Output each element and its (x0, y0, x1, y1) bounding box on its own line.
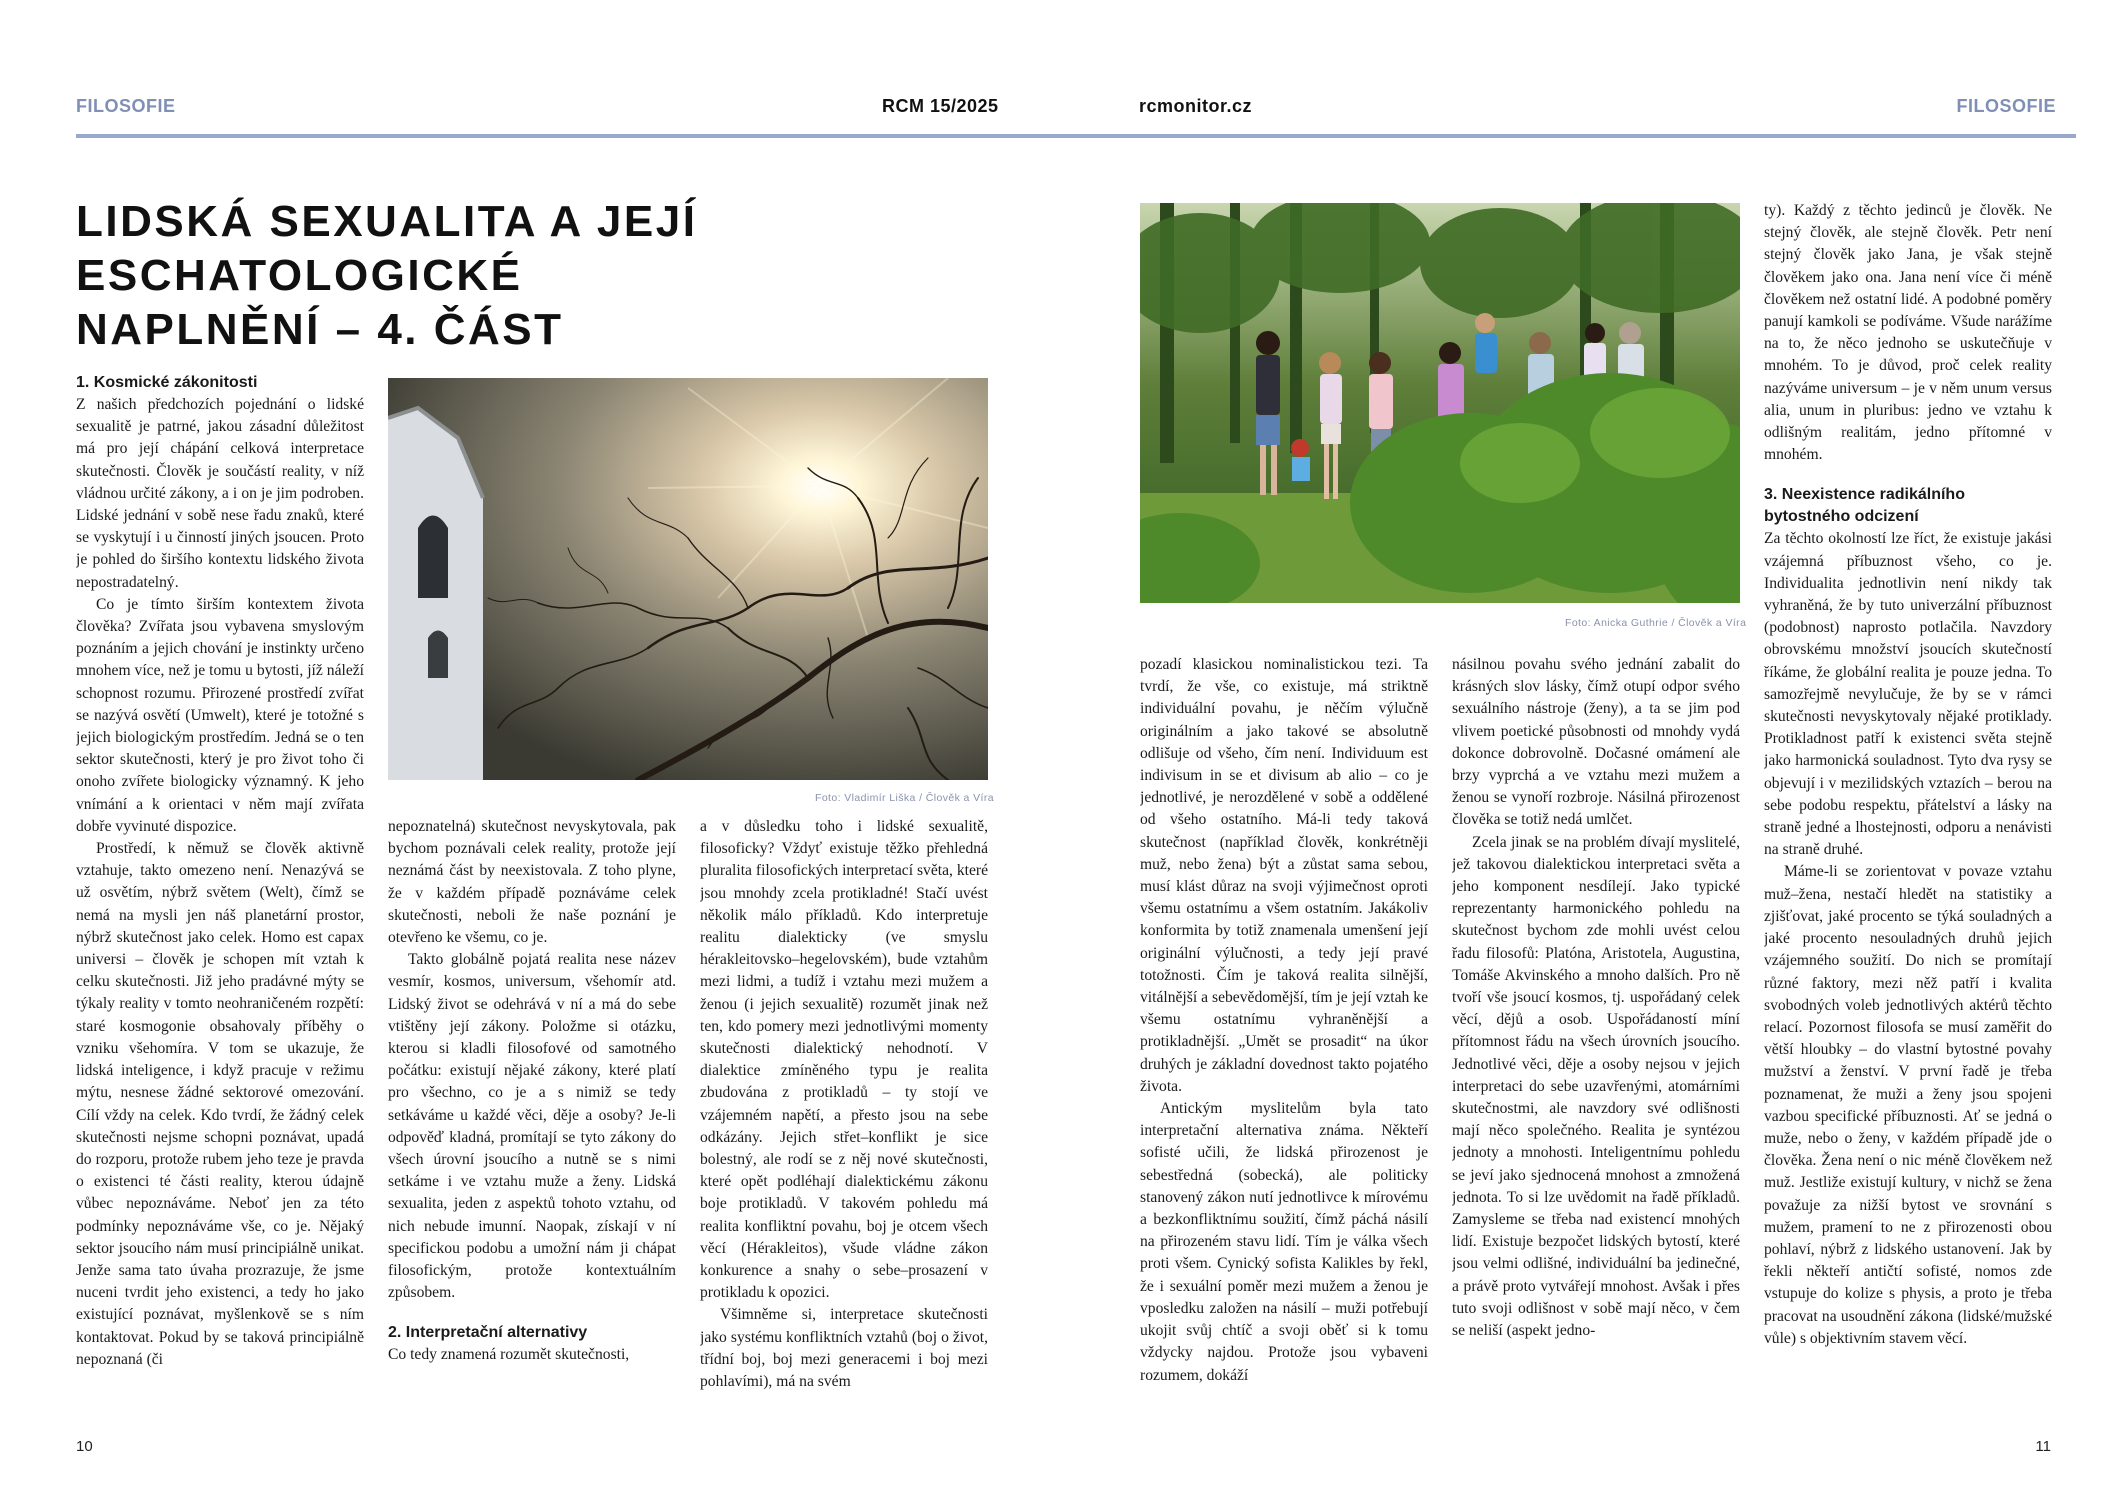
article-title-line1: LIDSKÁ SEXUALITA A JEJÍ ESCHATOLOGICKÉ (76, 197, 698, 300)
group-photo-caption: Foto: Anicka Guthrie / Člověk a Víra (1565, 617, 1747, 629)
sunset-church-photo (388, 378, 988, 780)
article-title-line2: NAPLNĚNÍ – 4. ČÁST (76, 305, 564, 354)
text-column-1 (76, 372, 364, 1404)
group-forest-illustration (1140, 203, 1740, 603)
group-in-forest-photo (1140, 203, 1740, 603)
section-heading-1: 1. Kosmické zákonitosti (76, 374, 258, 391)
text-column-3 (700, 816, 988, 1404)
paragraph: Z našich předchozích pojednání o lidské sexualitě je patrné, jakou zásadní důležitost má pro její chápání celková interpretace skutečnosti. Člověk je součástí reality, v níž vládnou určité zákony, a i on je jim podroben. Lidské jednání v sobě nese řadu znaků, které se vyskytují i u činností jiných jsoucen. Proto je pohled do širšího kontextu lidského života nepostradatelný. (76, 396, 364, 591)
section-heading-2: 2. Interpretační alternativy (388, 1324, 588, 1342)
issue-label: RCM 15/2025 (882, 96, 999, 116)
paragraph: Za těchto okolností lze říct, že existuje jakási vzájemná příbuznost všeho, co je. Individualita jednotlivin není nikdy tak vyhraněná, že by tuto univerzální příbuznost (podobnost) naprosto potlačila. Navzdory obrovskému množství jsoucích skutečností říkáme, že globální realita je pouze jedna. To samozřejmě nevylučuje, že by se v rámci skutečnosti nevyskytovaly nějaké protiklady. Protikladnost patří k existenci světa stejně jako harmonická souladnost. Tyto dva rysy se objevují i v mezilidských vztazích – berou na sebe podobu respektu, přátelství a lásky na straně jedné a lhostejnosti, odporu a nenávisti na straně druhé. (1764, 530, 2052, 859)
page-number-left: 10 (76, 1438, 93, 1455)
text-column-5 (1452, 654, 1740, 1404)
paragraph: Antickým myslitelům byla tato interpretační alternativa známa. Někteří sofisté učili, že lidská přirozenost je sebestředná (sobecká), ale politicky stanovený zákon nutí jednotlivce k mírovému a bezkonfliktnímu soužití, čímž páchá násilí na přirozeném stavu lidí. Tím je válka všech proti všem. Cynický sofista Kalikles by řekl, že i sexuální poměr mezi mužem a ženou je vposledku založen na násilí – muži potřebují ukojit svůj chtíč a svoji oběť si k tomu vždycky najdou. Protože jsou vybaveni rozumem, dokáží (1140, 1100, 1428, 1384)
header-rule (76, 134, 2076, 138)
paragraph: násilnou povahu svého jednání zabalit do krásných slov lásky, čímž otupí odpor svého sexuálního nástroje (ženy), a ta se jim pod vlivem poetické působnosti od mnohdy vydá dokonce dobrovolně. Dočasné omámení ale brzy vyprchá a ve vztahu mezi mužem a ženou se vynoří rozbroje. Násilná přirozenost člověka se totiž nedá umlčet. (1452, 656, 1740, 829)
paragraph: ty). Každý z těchto jedinců je člověk. Ne stejný člověk, ale stejně člověk. Petr není stejný člověk jako Jana, je však stejně člověkem jako ona. Jana není více či méně člověkem než ostatní lidé. A podobné poměry panují kamkoli se podíváme. Všude narážíme na to, že něco jednoho se uskutečňuje v mnohém. To je důvod, proč celek reality nazýváme universum – je v něm unum versus alia, unum in pluribus: jedno ve vztahu k odlišným realitám, jedno přítomné v mnohém. (1764, 202, 2052, 464)
paragraph: pozadí klasickou nominalistickou tezi. Ta tvrdí, že vše, co existuje, má striktně individuální povahu, je něčím výlučně originálním a jako takové se absolutně odlišuje od všeho, čím není. Individuum est indivisum in se et divisum ab alio – co je jednotlivé, je nerozdělené v sobě a oddělené od všeho ostatního. Má-li tedy taková skutečnost (například člověk, konkrétněji muž, nebo žena) být a zůstat sama sebou, musí klást důraz na svoji výjimečnost oproti všemu ostatnímu a všem ostatním. Jakákoliv konformita by totiž znamenala umenšení její originální výlučnosti, a tedy její pravé totožnosti. Čím je taková realita silnější, vitálnější a sebevědomější, tím je její vztah ke všemu ostatnímu vyhraněnější a protikladnější. „Umět se prosadit“ na úkor druhých je základní dovednost takto pojatého života. (1140, 656, 1428, 1095)
paragraph: Co tedy znamená rozumět skutečnosti, (388, 1346, 630, 1364)
site-label[interactable]: rcmonitor.cz (1139, 96, 1253, 116)
sunset-church-illustration (388, 378, 988, 780)
text-column-4 (1140, 654, 1428, 1404)
page-number-right: 11 (2035, 1438, 2051, 1455)
paragraph: Co je tímto širším kontextem života člověka? Zvířata jsou vybavena smyslovým poznáním a jejich chování je instinkty určeno mnohem více, než je tomu u bytosti, jíž náleží schopnost rozumu. Přirozené prostředí zvířat se nazývá osvětí (Umwelt), které je totožné s jejich biologickým prostředím. Jedná se o ten sektor skutečnosti, který je pro život toho či onoho zvířete biologicky významný. K jeho vnímání a k orientaci v něm mají zvířata dobře vyvinuté dispozice. (76, 595, 364, 835)
paragraph: Všimněme si, interpretace skutečnosti jako systému konfliktních vztahů (boj o život, třídní boj, boj mezi generacemi i boj mezi pohlavími), má na svém (700, 1306, 988, 1391)
paragraph: Prostředí, k němuž se člověk aktivně vztahuje, takto omezeno není. Nenazývá se už osvětím, nýbrž světem (Welt), čímž se nemá na mysli jen náš planetární prostor, nýbrž skutečnost jako celek. Homo est capax universi – člověk je schopen mít vztah k celku skutečnosti. Již jeho pradávné mýty se týkaly reality v tomto neohraničeném rozpětí: staré kosmogonie obsahovaly příběhy o vzniku všehomíra. V tom se ukazuje, že lidská inteligence, i když pracuje v režimu mýtu, nesnese žádné sektorové omezování. Cílí vždy na celek. Kdo tvrdí, že žádný celek skutečnosti nejsme schopni poznávat, upadá do rozporu, protože rubem jeho teze je pravda o existenci té části reality, kterou údajně vůbec nepoznáváme. Neboť jen za této podmínky nepoznáváme vše, co je. Nějaký sektor jsoucího nám musí principiálně unikat. Jenže sama tato úvaha prozrazuje, že jsme nuceni tvrdit jeho existenci, a tedy ho jako existující poznávat, myšlenkově se s ním kontaktovat. Pokud by se taková principiálně nepoznaná (či (76, 840, 364, 1368)
section-heading-3: 3. Neexistence radikálního bytostného odcizení (1764, 486, 1965, 526)
text-column-6 (1764, 200, 2052, 1404)
paragraph: a v důsledku toho i lidské sexualitě, filosoficky? Vždyť existuje těžko přehledná pluralita filosofických interpretací světa, které jsou mnohdy zcela protikladné! Stačí uvést několik málo příkladů. Kdo interpretuje realitu dialekticky (ve smyslu hérakleitovsko–hegelovském), bude vztahům mezi lidmi, a tudíž i vztahu mezi mužem a ženou (i jejich sexualitě) rozumět jinak než ten, kdo pomery mezi jednotlivými momenty skutečnosti dialektický nehodnotí. V dialektice zmíněného typu je realita zbudována z protikladů – ty stojí ve vzájemném napětí, a přesto jsou na sebe odkázány. Jejich střet–konflikt je sice bolestný, ale rodí se z něj nové skutečnosti, které opět podléhají dialektickému zákonu boje protikladů. V takovém pohledu má realita konfliktní povahu, boj je otcem všech věcí (Hérakleitos), všude vládne zákon konkurence a snahy o sebe–prosazení v protikladu k opozici. (700, 818, 988, 1302)
paragraph: Takto globálně pojatá realita nese název vesmír, kosmos, universum, všehomír atd. Lidský život se odehrává v ní a má do sebe vtištěny její zákony. Položme si otázku, kterou si kladli filosofové od samotného počátku: existují nějaké zákony, které platí pro všechno, co je a s nimiž se tedy setkáváme u každé věci, děje a osoby? Je-li odpověď kladná, promítají se tyto zákony do všech úrovní jsoucího a nutně se s nimi setkáme i ve vztahu muže a ženy. Lidská sexualita, jeden z aspektů tohoto vztahu, od nich nebude imunní. Naopak, získají v ní specifickou podobu a umožní nám ji chápat filosofickým, protože kontextuálním způsobem. (388, 951, 676, 1302)
paragraph: Máme-li se zorientovat v povaze vztahu muž–žena, nestačí hledět na statistiky a zjišťovat, jaké procento se týká souladných a jaké procento nesouladných druhů jejich vzájemného soužití. Do nich se promítají různé faktory, mezi něž patří i kvalita svobodných voleb jednotlivých aktérů těchto relací. Pozornost filosofa se musí zaměřit do větší hloubky – do vlastní bytostné povahy mužství a ženství. V první řadě je třeba poznamenat, že muži a ženy jsou spojeni vazbou specifické příbuznosti. Ať se jedná o muže, nebo o ženy, v každém případě jde o člověka. Žena není o nic méně člověkem než muž. Jestliže existují kultury, v nichž se žena považuje za nižší bytost ve srovnání s mužem, pramení to ne z přirozenosti obou pohlaví, nýbrž z lidského ustanovení. Jak by řekli někteří antičtí sofisté, nomos zde vstupuje do kolize s physis, a proto je třeba pracovat na usoudnění zákona (lidské/mužské vůle) s objektivním stavem věcí. (1764, 863, 2052, 1347)
section-label-left: FILOSOFIE (76, 96, 176, 116)
section-label-right: FILOSOFIE (1956, 96, 2056, 116)
paragraph: Zcela jinak se na problém dívají myslitelé, jež takovou dialektickou interpretaci světa a jeho komponent nesdílejí. Jako typické reprezentanty harmonického pohledu na skutečnost bychom zde mohli uvést celou řadu filosofů: Platóna, Aristotela, Augustina, Tomáše Akvinského a mnoho dalších. Pro ně tvoří vše jsoucí kosmos, tj. uspořádaný celek věcí, dějů a osob. Uspořádaností míní přítomnost řádu na všech úrovních jsoucího. Jednotlivé věci, děje a osoby nejsou v jejich interpretaci do sebe uzavřenými, atomárními skutečnostmi, ale navzdory své odlišnosti mají něco společného. Realita je syntézou jednoty a mnohosti. Inteligentnímu pohledu se jeví jako sjednocená mnohost a zmnožená jednota. To si lze uvědomit na řadě příkladů. Zamysleme se třeba nad existencí mnohých lidí. Existuje bezpočet lidských bytostí, které jsou velmi odlišné, individuální ba jedinečné, a právě proto vytvářejí mnohost. Avšak i přes tuto svoji odlišnost v sobě mají něco, v čem se neliší (aspekt jedno- (1452, 833, 1740, 1340)
text-column-2 (388, 816, 676, 1404)
sunset-photo-caption: Foto: Vladimír Liška / Člověk a Víra (815, 792, 994, 804)
article-title (76, 195, 1036, 357)
paragraph: nepoznatelná) skutečnost nevyskytovala, pak bychom poznávali celek reality, protože její neznámá část by neexistovala. Z toho plyne, že v každém případě poznáváme celek skutečnosti, neboli že naše poznání je otevřeno ke všemu, co je. (388, 818, 676, 947)
